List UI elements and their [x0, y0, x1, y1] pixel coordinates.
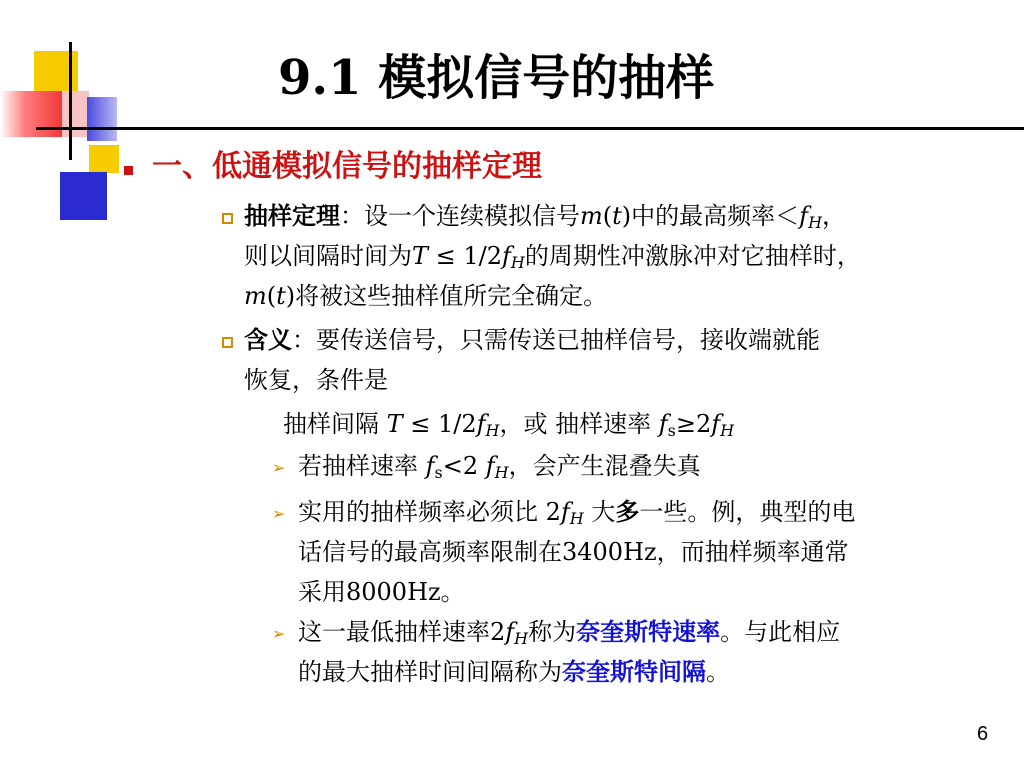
symbol-f: f: [711, 410, 721, 438]
meaning-paragraph: [244, 320, 820, 400]
theorem-text: 设一个连续模拟信号: [364, 202, 580, 230]
nyquist-interval-term: 奈奎斯特间隔: [562, 657, 706, 686]
decorative-pink-square: [62, 91, 89, 137]
symbol-m: m: [580, 202, 603, 230]
paren-open: (: [266, 282, 277, 310]
sub-bullet-1: [298, 446, 701, 486]
theorem-text: 则以间隔时间为: [244, 242, 412, 270]
theorem-label: 抽样定理: [244, 201, 340, 230]
decorative-blue-square: [60, 172, 107, 220]
inequality: ≥2: [675, 410, 712, 438]
arrow-bullet-icon: ➢: [272, 458, 286, 477]
symbol-m: m: [244, 282, 267, 310]
condition-text: 抽样间隔: [283, 410, 387, 438]
theorem-line-1: [244, 196, 861, 236]
condition-text: ，或 抽样速率: [499, 410, 659, 438]
sub-bullet-text: 这一最低抽样速率2: [298, 618, 506, 646]
meaning-line-2: 恢复，条件是: [244, 366, 388, 394]
sub-bullet-text: ，会产生混叠失真: [508, 452, 701, 480]
theorem-line-3: [244, 276, 861, 316]
symbol-f: f: [502, 242, 511, 270]
subscript-h: H: [510, 253, 525, 272]
subscript-h: H: [569, 509, 584, 528]
colon: ：: [292, 326, 316, 354]
symbol-f: f: [658, 410, 668, 438]
meaning-line-1: [244, 320, 820, 360]
symbol-t-upper: T: [412, 242, 429, 270]
nyquist-rate-term: 奈奎斯特速率: [576, 617, 721, 646]
theorem-text: 中的最高频率＜: [631, 202, 800, 230]
decorative-vertical-line: [69, 42, 72, 160]
symbol-t: t: [612, 202, 622, 230]
theorem-paragraph: [244, 196, 861, 316]
subscript-s: s: [667, 421, 676, 440]
subscript-h: H: [494, 463, 509, 482]
symbol-f: f: [505, 618, 515, 646]
sub-bullet-text: 的最大抽样时间间隔称为: [298, 658, 562, 686]
slide-number: 6: [977, 723, 989, 745]
sub-bullet-text: 采用8000Hz。: [298, 578, 465, 606]
meaning-label: 含义: [244, 325, 292, 354]
hollow-square-bullet-icon: [222, 213, 233, 224]
subscript-h: H: [485, 421, 500, 440]
symbol-f: f: [425, 452, 435, 480]
theorem-text: 将被这些抽样值所完全确定。: [295, 282, 608, 310]
hollow-square-bullet-icon: [222, 337, 233, 348]
inequality: ≤ 1/2: [402, 410, 477, 438]
paren-close: ): [621, 202, 632, 230]
sub-bullet-text: 。与此相应: [720, 618, 841, 646]
decorative-red-gradient-bar: [0, 91, 62, 137]
sub-bullet-text: 一些。例，典型的电: [639, 498, 856, 526]
comma: ，: [822, 202, 847, 230]
symbol-f: f: [560, 498, 570, 526]
page-title: 9.1 模拟信号的抽样: [278, 50, 715, 106]
symbol-t: t: [276, 282, 286, 310]
inequality: <2: [442, 452, 486, 480]
theorem-text: 的周期性冲激脉冲对它抽样时，: [524, 242, 861, 270]
arrow-bullet-icon: ➢: [272, 624, 286, 643]
paren-open: (: [602, 202, 613, 230]
symbol-f: f: [799, 202, 809, 230]
subscript-h: H: [514, 629, 529, 648]
sub-bullet-text: 话信号的最高频率限制在3400Hz，而抽样频率通常: [298, 538, 849, 566]
section-heading: 一、低通模拟信号的抽样定理: [152, 149, 542, 184]
sub-bullet-text: 若抽样速率: [298, 452, 426, 480]
title-underline: [36, 127, 1024, 130]
sub-bullet-text: 实用的抽样频率必须比 2: [298, 498, 561, 526]
colon: ：: [340, 202, 364, 230]
meaning-text: 要传送信号，只需传送已抽样信号，接收端就能: [316, 326, 820, 354]
arrow-bullet-icon: ➢: [272, 504, 286, 523]
red-square-bullet-icon: [124, 166, 133, 175]
subscript-h: H: [808, 213, 823, 232]
condition-line: [283, 404, 734, 444]
paren-close: ): [285, 282, 296, 310]
decorative-small-yellow-square: [89, 145, 119, 173]
sub-bullet-text: 大: [583, 498, 616, 526]
sub-bullet-text: 称为: [528, 618, 577, 646]
decorative-blue-gradient-square: [87, 97, 117, 141]
sub-bullet-3: [298, 612, 840, 692]
theorem-line-2: [244, 236, 861, 276]
subscript-s: s: [434, 463, 443, 482]
sub-bullet-2: [298, 492, 855, 612]
symbol-f: f: [485, 452, 495, 480]
inequality: ≤ 1/2: [428, 242, 503, 270]
symbol-f: f: [476, 410, 486, 438]
subscript-h: H: [720, 421, 735, 440]
emphasis-text: 多: [615, 497, 640, 526]
sub-bullet-text: 。: [706, 658, 730, 686]
symbol-t-upper: T: [386, 410, 403, 438]
